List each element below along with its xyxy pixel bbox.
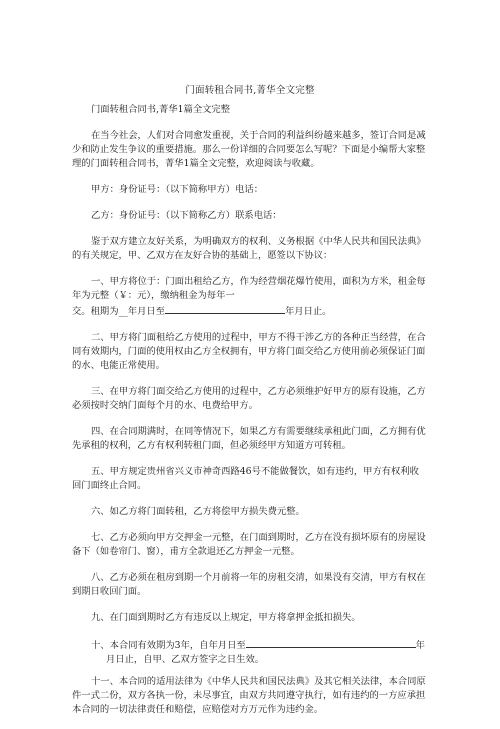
clause-1-text: 一、甲方将位于：门面出租给乙方，作为经营烟花爆竹使用，面积为方米，租金每年为元整（￥：元），缴纳租金为每年一: [72, 276, 426, 301]
clause-10: [72, 637, 428, 667]
clause-5: 五、甲方规定贵州省兴义市神奇西路46号不能做餐饮，如有违约，甲方有权利收回门面终止合同。: [72, 466, 419, 491]
document-subtitle: 门面转租合同书,菁华1篇全文完整: [91, 104, 231, 115]
clause-1-term-start: 交。租期为__年月日至: [72, 306, 165, 317]
party-a-line: 甲方：身份证号：（以下简称甲方）电话：: [91, 184, 263, 195]
preamble-paragraph: 鉴于双方建立友好关系，为明确双方的权利、义务根据《中华人民共和国民法典》的有关规定，甲、乙双方在友好合协的基础上，愿签以下协议：: [72, 236, 426, 261]
party-b-line: 乙方：身份证号：（以下简称乙方）联系电话：: [91, 210, 282, 221]
clause-10-effective: 月日止，自甲、乙双方签字之日生效。: [106, 654, 265, 665]
clause-6: 六、如乙方将门面转租，乙方将偿甲方损失费元整。: [91, 506, 305, 517]
clause-9: 九、在门面到期时乙方有违反以上规定，甲方将拿押金抵扣损失。: [91, 612, 361, 623]
clause-8: 八、乙方必须在租房到期一个月前将一年的房租交清，如果没有交清，甲方有权在到期日收回门面。: [72, 572, 426, 597]
clause-4: 四、在合同期满时，在同等情况下，如果乙方有需要继续承租此门面，乙方拥有优先承租的权利，乙方有权利转租门面，但必须经甲方知道方可转租。: [72, 426, 426, 451]
clause-1: [72, 275, 428, 319]
clause-10-year: 年: [415, 640, 425, 651]
clause-1-term-end: 年月日止。: [284, 306, 332, 317]
clause-2: 二、甲方将门面租给乙方使用的过程中，甲方不得干涉乙方的各种正当经营，在合同有效期内，门面的使用权由乙方全权拥有，甲方将门面交给乙方使用前必须保证门面的水、电能正常使用。: [72, 332, 426, 371]
clause-10-text: 十、本合同有效期为3年，自年月日至: [91, 640, 246, 651]
document-body: [72, 103, 428, 729]
blank-line: [246, 637, 416, 648]
intro-paragraph: 在当今社会，人们对合同愈发重视，关于合同的利益纠纷越来越多，签订合同是减少和防止发生争议的重要措施。那么一份详细的合同要怎么写呢？下面是小编帮大家整理的门面转租合同书，菁华1篇全文完整，欢迎阅读与收藏。: [72, 130, 426, 169]
clause-3: 三、在甲方将门面交给乙方使用的过程中，乙方必须维护好甲方的原有设施，乙方必须按时交纳门面每个月的水、电费给甲方。: [72, 386, 426, 411]
blank-line: [165, 303, 285, 314]
document-title: 门面转租合同书,菁华全文完整: [185, 85, 315, 96]
clause-7: 七、乙方必须向甲方交押金一元整，在门面到期时，乙方在没有损坏原有的房屋设备下（如卷帘门、窗），甫方全款退还乙方押金一元整。: [72, 532, 426, 557]
clause-11: 十一、本合同的适用法律为《中华人民共和国民法典》及其它相关法律，本合同原件一式二份，双方各执一份，未尽事宜，由双方共同遵守执行，如有违约的一方应承担本合同的一切法律责任和赔偿，应赔偿对方万元作为违约金。: [72, 676, 426, 715]
